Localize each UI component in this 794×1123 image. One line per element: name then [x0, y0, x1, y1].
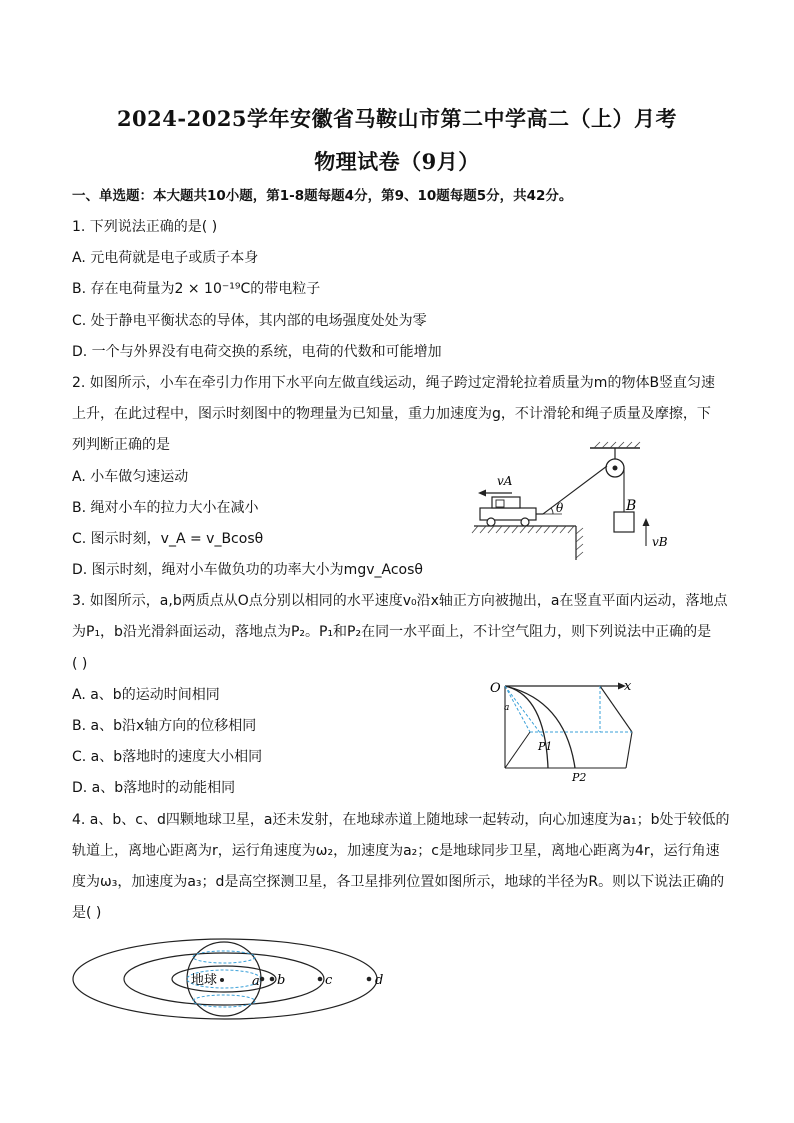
q3-option-a: A. a、b的运动时间相同: [72, 687, 220, 703]
q3-stem-line-1: 3. 如图所示，a,b两质点从O点分别以相同的水平速度v₀沿x轴正方向被抛出，a在竖直平面内运动，落地点: [72, 593, 728, 609]
q2-option-a: A. 小车做匀速运动: [72, 469, 189, 485]
q4-stem-line-4: 是( ): [72, 905, 102, 921]
q1-option-d: D. 一个与外界没有电荷交换的系统，电荷的代数和可能增加: [72, 344, 442, 360]
q4-c-label: c: [325, 973, 333, 988]
q3-origin-label: O: [490, 681, 501, 696]
q2-option-b: B. 绳对小车的拉力大小在减小: [72, 500, 259, 516]
q3-option-b: B. a、b沿x轴方向的位移相同: [72, 718, 257, 734]
q2-option-c: C. 图示时刻，v_A = v_Bcosθ: [72, 531, 264, 547]
q2-va-label: vA: [497, 474, 513, 488]
q2-theta-label: θ: [556, 501, 564, 515]
q2-block-label: B: [626, 498, 637, 514]
q3-a-label: a: [504, 703, 510, 713]
q4-stem-line-1: 4. a、b、c、d四颗地球卫星，a还未发射，在地球赤道上随地球一起转动，向心加速度为a₁；b处于较低的: [72, 812, 730, 828]
exam-title: 2024-2025学年安徽省马鞍山市第二中学高二（上）月考: [116, 106, 678, 131]
q1-stem: 1. 下列说法正确的是( ): [72, 219, 218, 235]
q3-x-label: x: [624, 679, 632, 694]
q4-b-label: b: [277, 973, 286, 988]
q3-option-c: C. a、b落地时的速度大小相同: [72, 749, 263, 765]
q2-vb-label: vB: [652, 535, 668, 549]
q4-d-label: d: [375, 973, 384, 988]
q3-p1-label: P1: [538, 740, 553, 753]
q4-a-label: a: [252, 974, 260, 989]
q2-stem-line-3: 列判断正确的是: [72, 437, 170, 453]
q2-stem-line-1: 2. 如图所示，小车在牵引力作用下水平向左做直线运动，绳子跨过定滑轮拉着质量为m的物体B竖直匀速: [72, 375, 716, 391]
q1-option-c: C. 处于静电平衡状态的导体，其内部的电场强度处处为零: [72, 313, 427, 329]
q3-stem-line-3: ( ): [72, 656, 88, 672]
q4-earth-label: 地球: [191, 973, 218, 988]
q2-stem-line-2: 上升，在此过程中，图示时刻图中的物理量为已知量，重力加速度为g，不计滑轮和绳子质量及摩擦，下: [72, 406, 711, 422]
section-heading: 一、单选题：本大题共10小题，第1-8题每题4分，第9、10题每题5分，共42分。: [72, 188, 573, 204]
q3-stem-line-2: 为P₁，b沿光滑斜面运动，落地点为P₂。P₁和P₂在同一水平面上，不计空气阻力，则下列说法中正确的是: [72, 624, 712, 640]
q1-option-a: A. 元电荷就是电子或质子本身: [72, 250, 259, 266]
exam-subtitle: 物理试卷（9月）: [314, 149, 480, 174]
q2-option-d: D. 图示时刻，绳对小车做负功的功率大小为mgv_Acosθ: [72, 562, 423, 578]
q3-option-d: D. a、b落地时的动能相同: [72, 780, 236, 796]
q1-option-b: B. 存在电荷量为2 × 10⁻¹⁹C的带电粒子: [72, 281, 321, 297]
q4-stem-line-3: 度为ω₃，加速度为a₃；d是高空探测卫星，各卫星排列位置如图所示，地球的半径为R。则以下说法正确的: [72, 874, 725, 890]
q4-stem-line-2: 轨道上，离地心距离为r，运行角速度为ω₂，加速度为a₂；c是地球同步卫星，离地心距离为4r，运行角速: [72, 843, 720, 859]
q3-p2-label: P2: [572, 771, 587, 784]
